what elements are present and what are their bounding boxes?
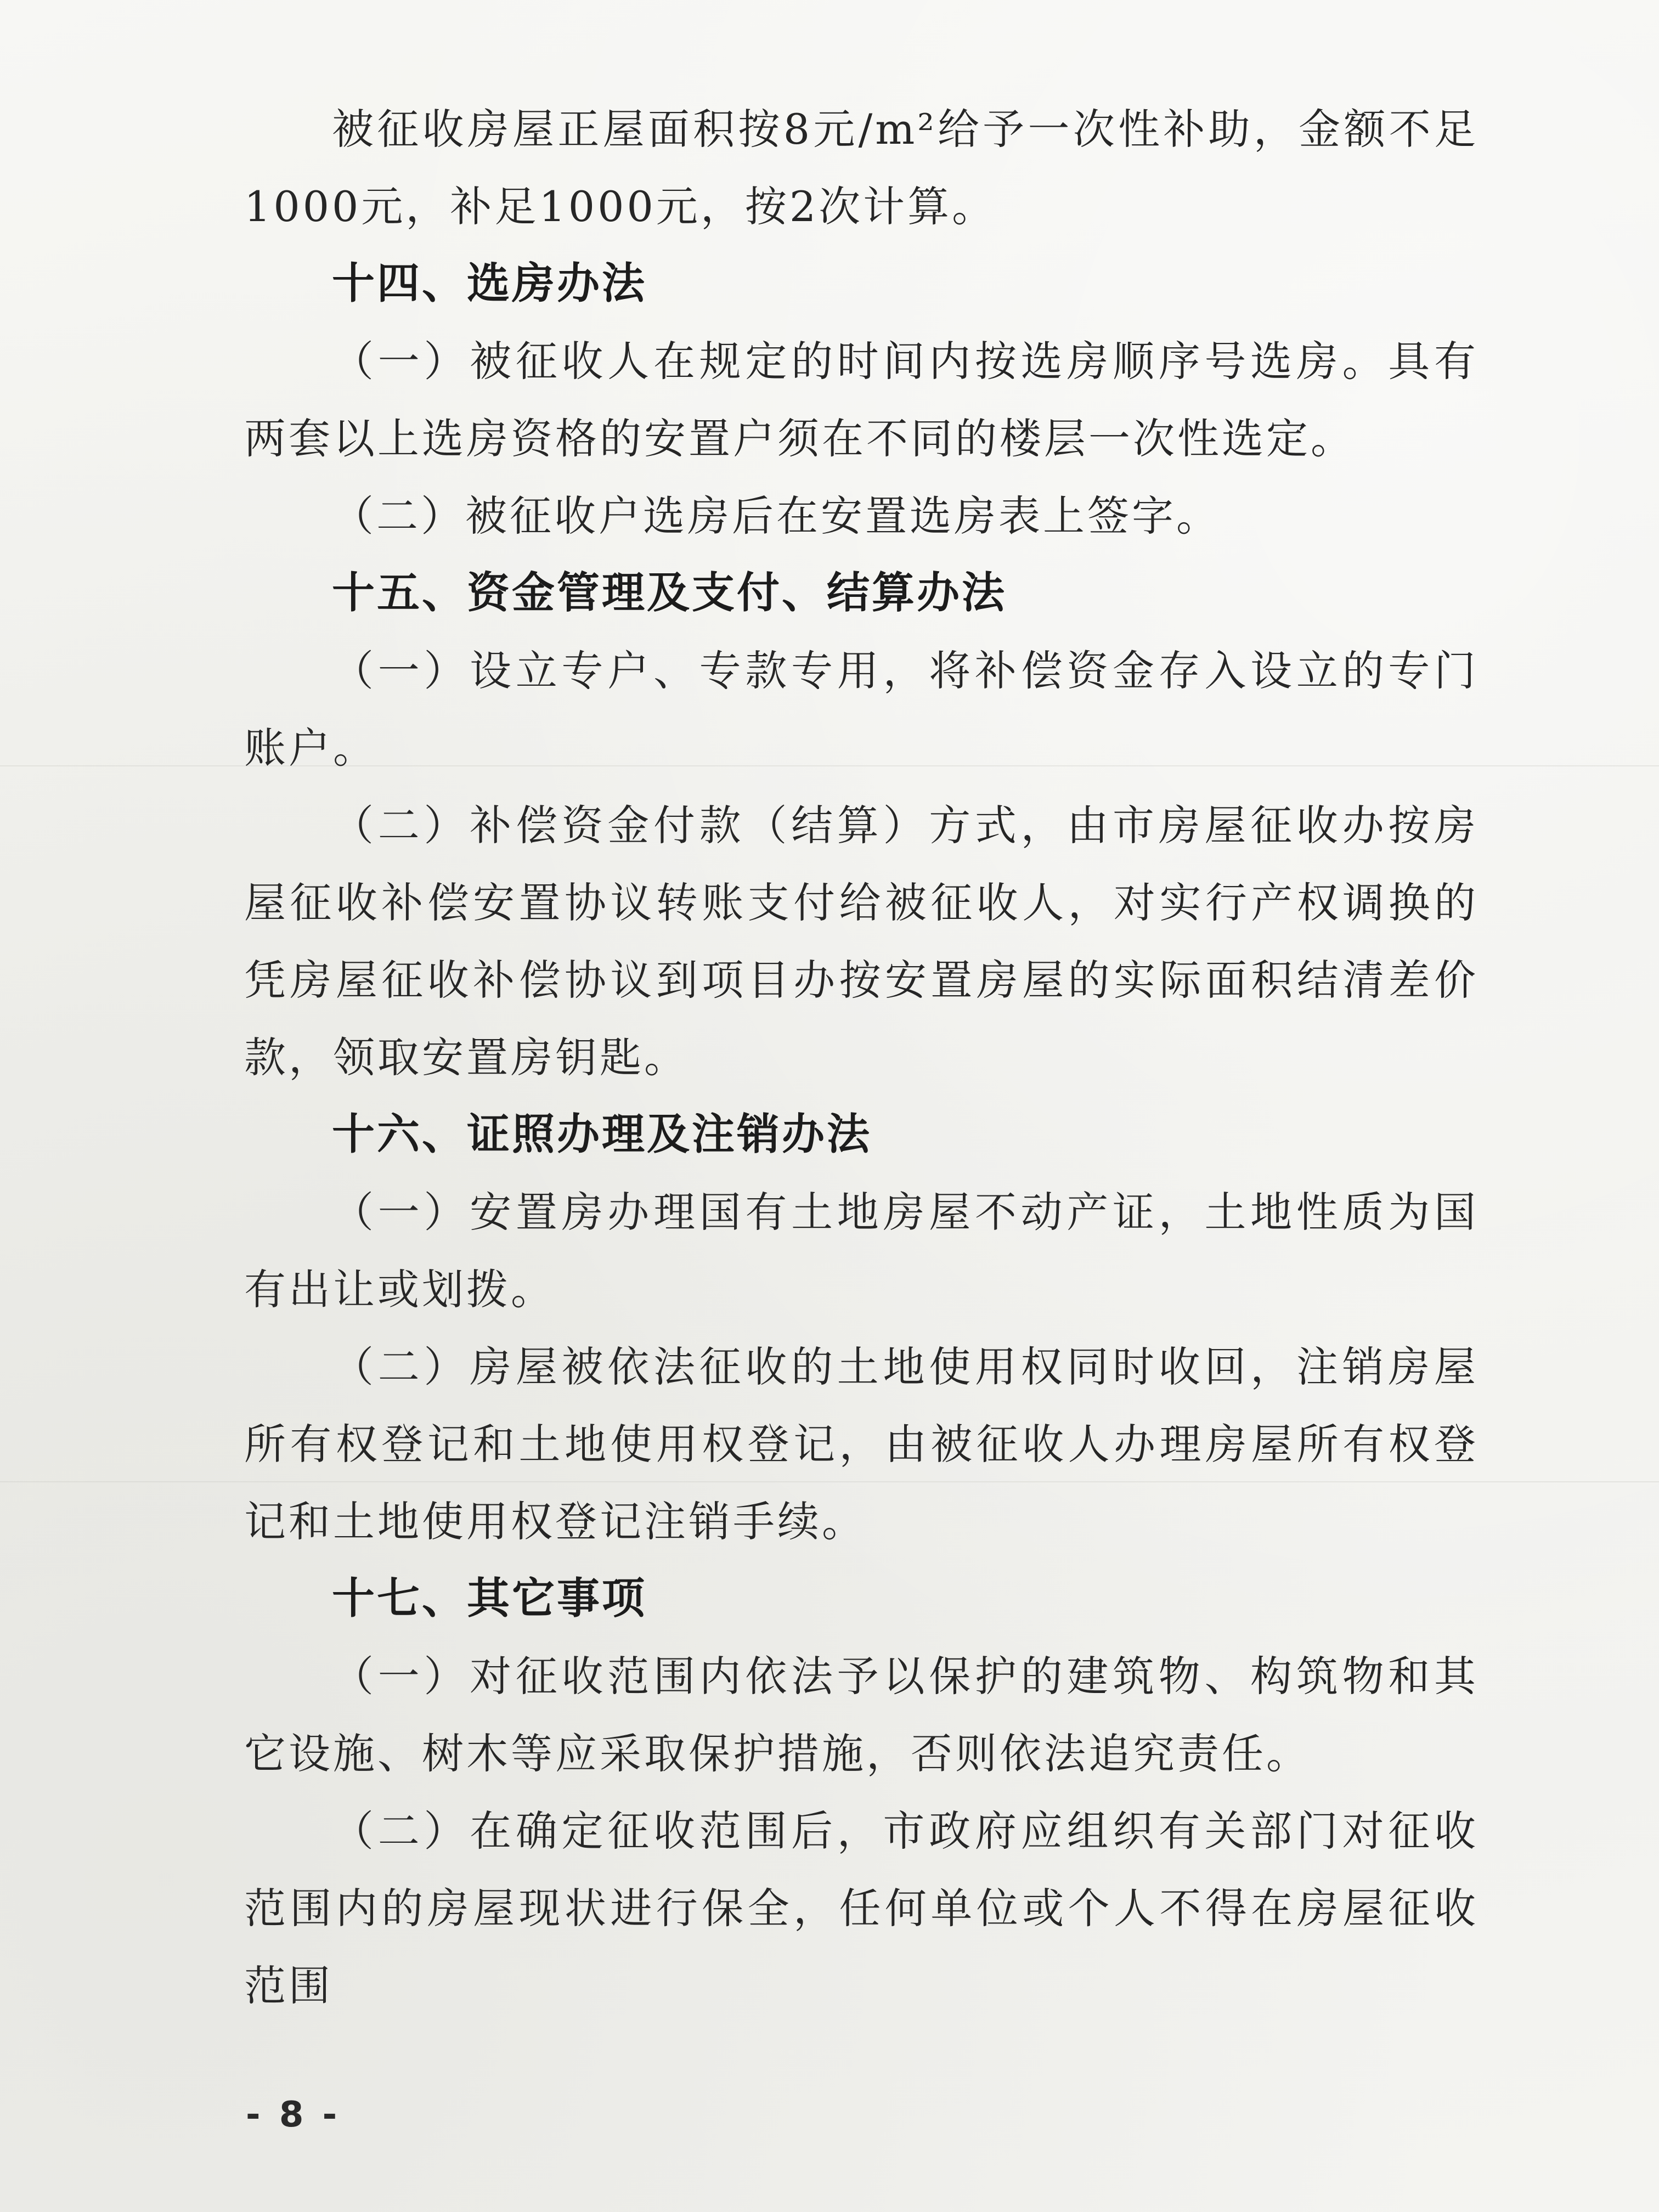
paragraph-compensation-subsidy: 被征收房屋正屋面积按8元/m²给予一次性补助，金额不足1000元，补足1000元，按2次计算。 — [244, 105, 1479, 231]
heading-section-15: 十五、资金管理及支付、结算办法 — [332, 568, 1007, 618]
page-number: - 8 - — [246, 2095, 341, 2135]
paragraph-17-1: （一）对征收范围内依法予以保护的建筑物、构筑物和其它设施、树木等应采取保护措施，否则依法追究责任。 — [244, 1652, 1479, 1778]
heading-section-14: 十四、选房办法 — [332, 259, 647, 308]
heading-section-16: 十六、证照办理及注销办法 — [332, 1110, 872, 1159]
paragraph-16-2: （二）房屋被依法征收的土地使用权同时收回，注销房屋所有权登记和土地使用权登记，由被征收人办理房屋所有权登记和土地使用权登记注销手续。 — [244, 1342, 1479, 1546]
paragraph-14-1: （一）被征收人在规定的时间内按选房顺序号选房。具有两套以上选房资格的安置户须在不同的楼层一次性选定。 — [244, 337, 1479, 463]
paragraph-15-2: （二）补偿资金付款（结算）方式，由市房屋征收办按房屋征收补偿安置协议转账支付给被征收人，对实行产权调换的凭房屋征收补偿协议到项目办按安置房屋的实际面积结清差价款，领取安置房钥匙。 — [244, 801, 1479, 1082]
paragraph-17-2: （二）在确定征收范围后，市政府应组织有关部门对征收范围内的房屋现状进行保全，任何单位或个人不得在房屋征收范围 — [244, 1807, 1479, 2010]
paragraph-14-2: （二）被征收户选房后在安置选房表上签字。 — [332, 492, 1221, 540]
document-body — [244, 91, 1479, 2024]
paragraph-16-1: （一）安置房办理国有土地房屋不动产证，土地性质为国有出让或划拨。 — [244, 1188, 1479, 1314]
heading-section-17: 十七、其它事项 — [332, 1574, 647, 1623]
paragraph-15-1: （一）设立专户、专款专用，将补偿资金存入设立的专门账户。 — [244, 646, 1479, 772]
